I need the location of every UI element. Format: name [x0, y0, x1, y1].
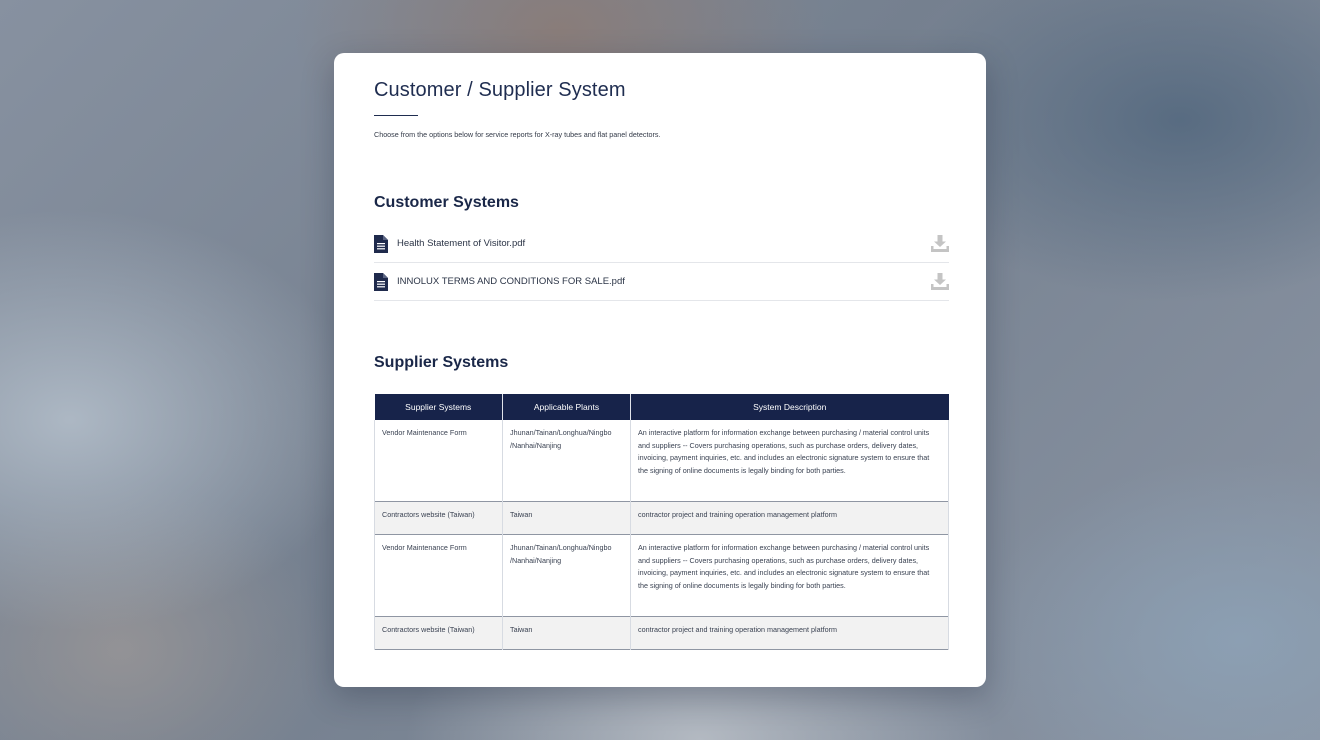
cell-system-description: An interactive platform for information exchange between purchasing / material control units and suppliers -- Covers purchasing operations, such as purchase orders, delivery dates, invoicing, payment inquiries, etc. and includes an electronic signature system to ensure that the signing of online documents is legally binding for both parties.	[631, 535, 949, 617]
column-header-supplier-systems: Supplier Systems	[375, 394, 503, 420]
cell-supplier-system: Vendor Maintenance Form	[375, 420, 503, 502]
cell-supplier-system: Vendor Maintenance Form	[375, 535, 503, 617]
table-header-row	[375, 394, 949, 420]
table-row	[375, 420, 949, 502]
table-row	[375, 502, 949, 535]
supplier-systems-heading: Supplier Systems	[374, 354, 509, 371]
cell-system-description: contractor project and training operation management platform	[631, 502, 949, 535]
download-icon[interactable]	[931, 234, 949, 252]
title-underline	[374, 115, 418, 116]
file-name: INNOLUX TERMS AND CONDITIONS FOR SALE.pdf	[397, 276, 625, 287]
page-title: Customer / Supplier System	[374, 79, 626, 101]
download-icon[interactable]	[931, 272, 949, 290]
table-row	[375, 617, 949, 650]
table-row	[375, 535, 949, 617]
cell-supplier-system: Contractors website (Taiwan)	[375, 502, 503, 535]
cell-system-description: contractor project and training operation management platform	[631, 617, 949, 650]
pdf-document-icon	[374, 273, 388, 291]
file-item-terms-and-conditions[interactable]	[374, 263, 949, 301]
cell-applicable-plants: Jhunan/Tainan/Longhua/Ningbo /Nanhai/Nanjing	[503, 535, 631, 617]
column-header-applicable-plants: Applicable Plants	[503, 394, 631, 420]
file-item-health-statement[interactable]	[374, 225, 949, 263]
cell-applicable-plants: Taiwan	[503, 617, 631, 650]
cell-applicable-plants: Taiwan	[503, 502, 631, 535]
content-card	[334, 53, 986, 687]
supplier-systems-table	[374, 394, 949, 650]
customer-systems-heading: Customer Systems	[374, 194, 519, 211]
column-header-system-description: System Description	[631, 394, 949, 420]
cell-applicable-plants: Jhunan/Tainan/Longhua/Ningbo /Nanhai/Nanjing	[503, 420, 631, 502]
file-name: Health Statement of Visitor.pdf	[397, 238, 526, 249]
cell-system-description: An interactive platform for information exchange between purchasing / material control units and suppliers -- Covers purchasing operations, such as purchase orders, delivery dates, invoicing, payment inquiries, etc. and includes an electronic signature system to ensure that the signing of online documents is legally binding for both parties.	[631, 420, 949, 502]
intro-text: Choose from the options below for service reports for X-ray tubes and flat panel detectors.	[374, 130, 661, 139]
cell-supplier-system: Contractors website (Taiwan)	[375, 617, 503, 650]
customer-file-list	[374, 225, 949, 301]
pdf-document-icon	[374, 235, 388, 253]
